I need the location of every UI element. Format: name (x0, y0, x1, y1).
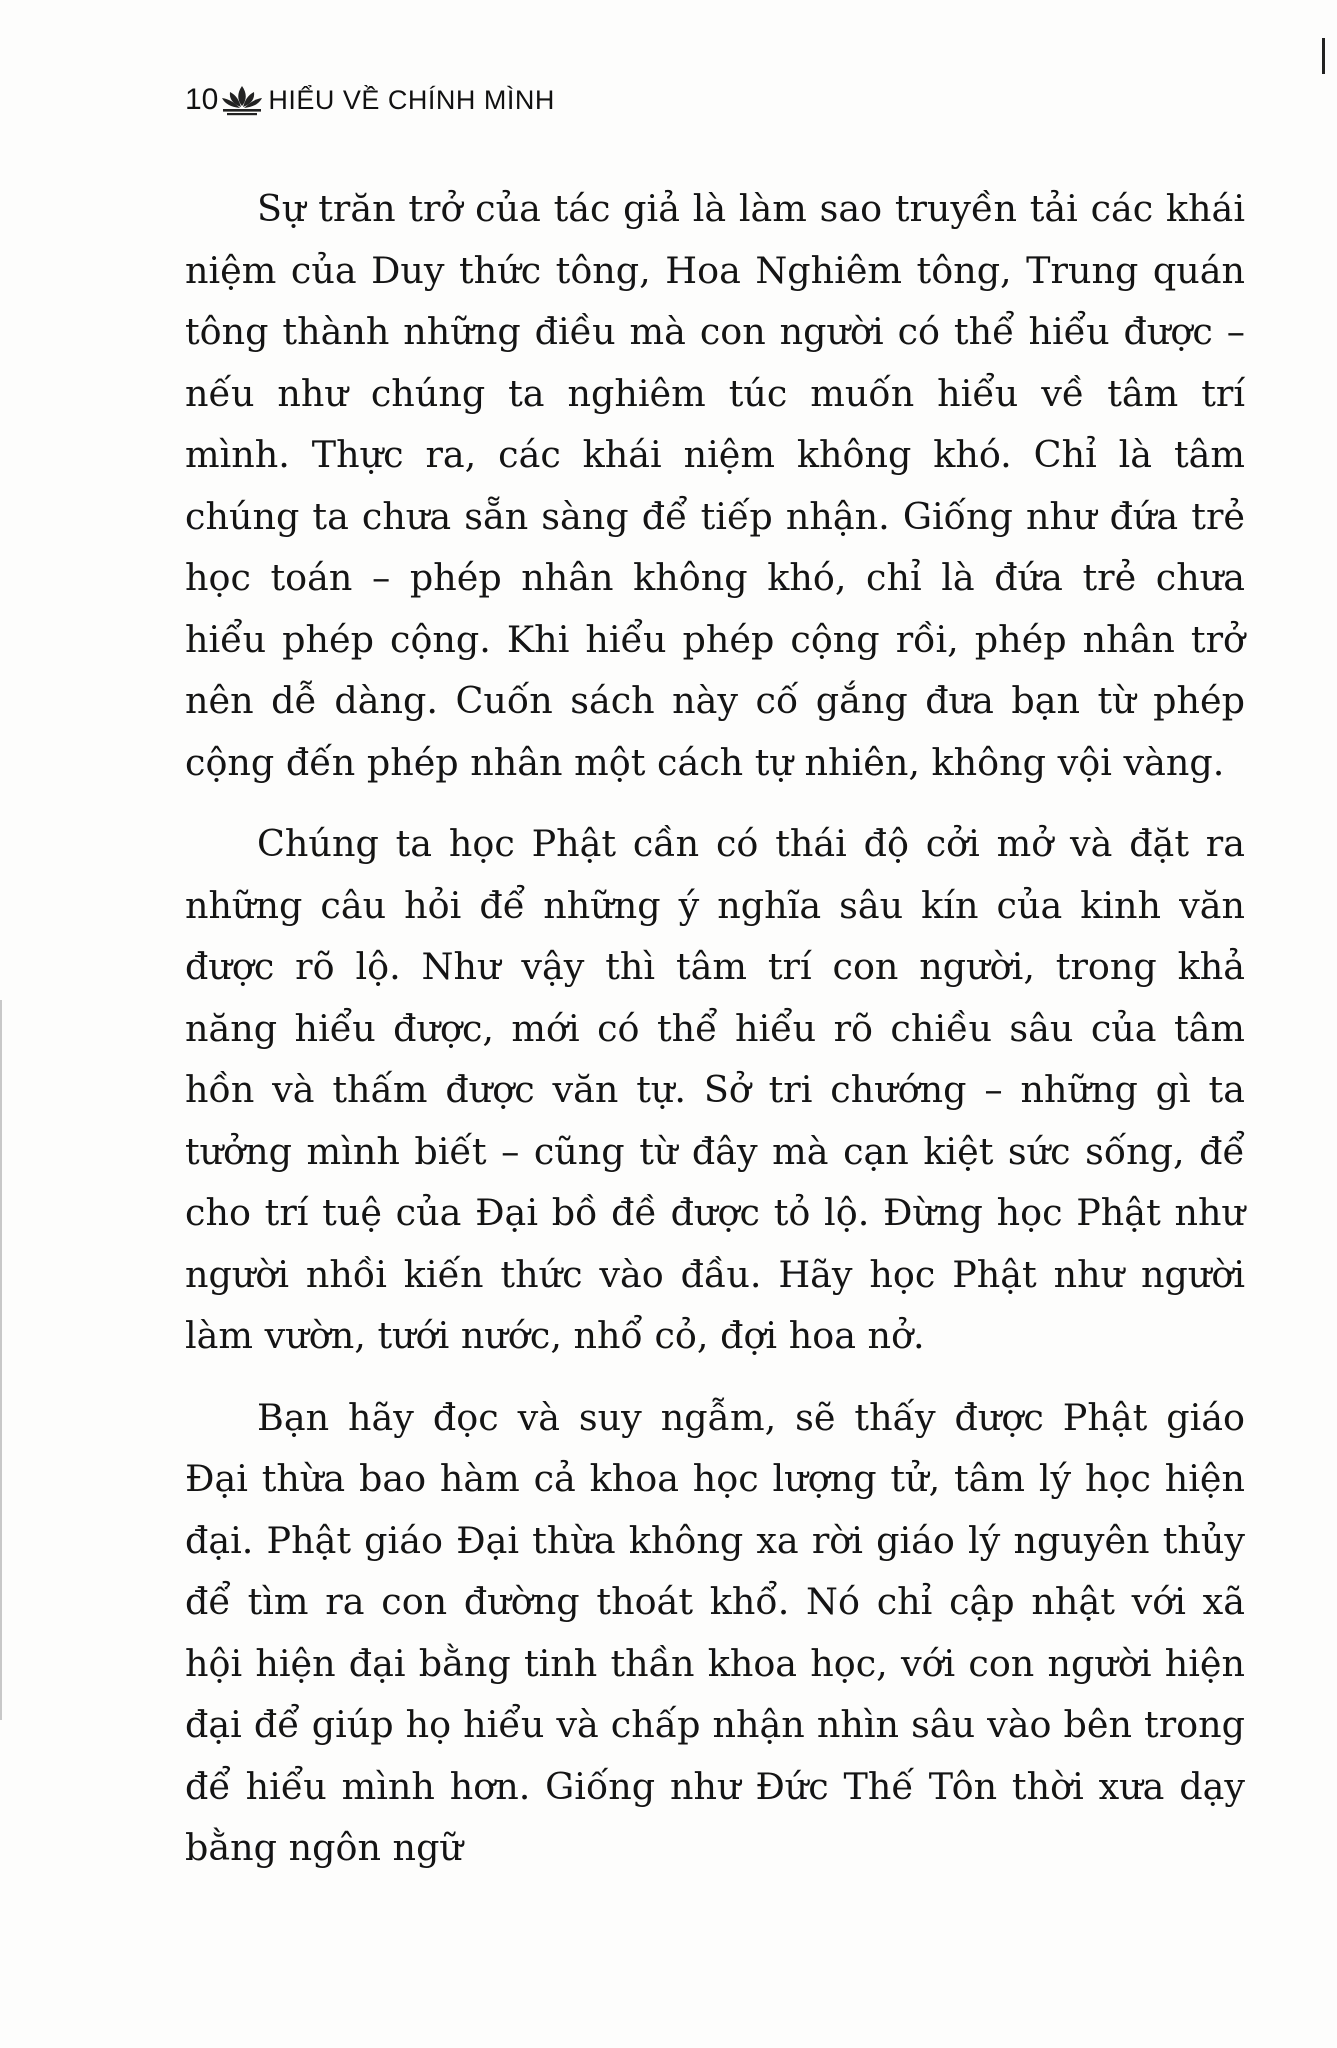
page-edge-mark (1322, 38, 1325, 74)
paragraph-3: Bạn hãy đọc và suy ngẫm, sẽ thấy được Phật giáo Đại thừa bao hàm cả khoa học lượng tử, tâm lý học hiện đại. Phật giáo Đại thừa không xa rời giáo lý nguyên thủy để tìm ra con đường thoát khổ. Nó chỉ cập nhật với xã hội hiện đại bằng tinh thần khoa học, với con người hiện đại để giúp họ hiểu và chấp nhận nhìn sâu vào bên trong để hiểu mình hơn. Giống như Đức Thế Tôn thời xưa dạy bằng ngôn ngữ (185, 1395, 1245, 1869)
paragraph-2: Chúng ta học Phật cần có thái độ cởi mở và đặt ra những câu hỏi để những ý nghĩa sâu kín của kinh văn được rõ lộ. Như vậy thì tâm trí con người, trong khả năng hiểu được, mới có thể hiểu rõ chiều sâu của tâm hồn và thấm được văn tự. Sở tri chướng – những gì ta tưởng mình biết – cũng từ đây mà cạn kiệt sức sống, để cho trí tuệ của Đại bồ đề được tỏ lộ. Đừng học Phật như người nhồi kiến thức vào đầu. Hãy học Phật như người làm vườn, tưới nước, nhổ cỏ, đợi hoa nở. (185, 822, 1245, 1357)
paragraph-1: Sự trăn trở của tác giả là làm sao truyền tải các khái niệm của Duy thức tông, Hoa Nghiêm tông, Trung quán tông thành những điều mà con người có thể hiểu được – nếu như chúng ta nghiêm túc muốn hiểu về tâm trí mình. Thực ra, các khái niệm không khó. Chỉ là tâm chúng ta chưa sẵn sàng để tiếp nhận. Giống như đứa trẻ học toán – phép nhân không khó, chỉ là đứa trẻ chưa hiểu phép cộng. Khi hiểu phép cộng rồi, phép nhân trở nên dễ dàng. Cuốn sách này cố gắng đưa bạn từ phép cộng đến phép nhân một cách tự nhiên, không vội vàng. (185, 187, 1245, 784)
running-header (185, 76, 555, 124)
lotus-icon (220, 83, 264, 117)
page-number: 10 (185, 83, 219, 116)
body-text (185, 178, 1245, 1879)
book-title: HIỂU VỀ CHÍNH MÌNH (268, 84, 555, 115)
page-edge-shadow (0, 1000, 2, 1720)
